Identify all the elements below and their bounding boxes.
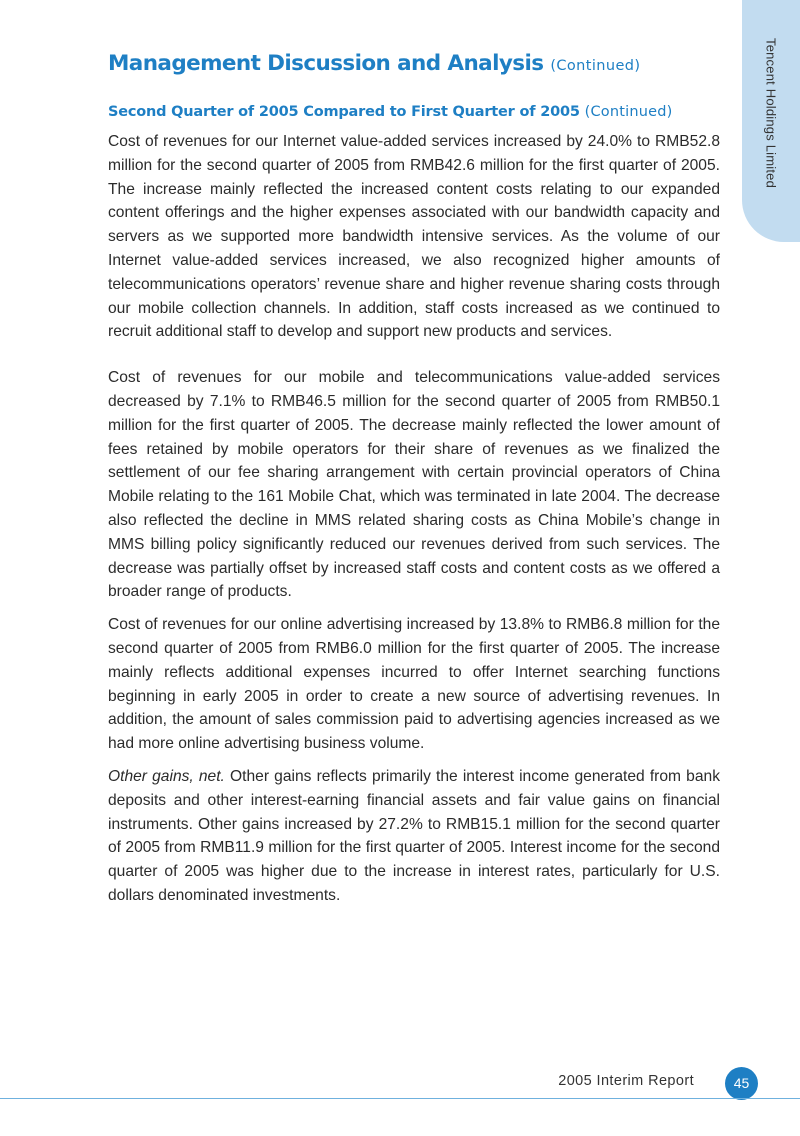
page-number-badge: 45 (725, 1067, 758, 1100)
paragraph-other-gains (108, 765, 720, 908)
company-name: Tencent Holdings Limited (763, 38, 779, 189)
section-heading-continued: (Continued) (584, 104, 673, 120)
paragraph-online-advertising-costs: Cost of revenues for our online advertising increased by 13.8% to RMB6.8 million for the second quarter of 2005 from RMB6.0 million for the first quarter of 2005. The increase mainly reflects additional expenses incurred to offer Internet searching functions beginning in early 2005 in order to create a new source of advertising revenues. In addition, the amount of sales commission paid to advertising agencies increased as we had more online advertising business volume. (108, 616, 720, 753)
page-title (108, 50, 720, 80)
section-heading (108, 102, 720, 122)
other-gains-body: Other gains reflects primarily the interest income generated from bank deposits and other interest-earning financial assets and fair value gains on financial instruments. Other gains increased by 27.2% to RMB15.1 million for the second quarter of 2005 from RMB11.9 million for the first quarter of 2005. Interest income for the second quarter of 2005 was higher due to the increase in interest rates, particularly for U.S. dollars denominated investments. (108, 767, 720, 904)
page-title-text: Management Discussion and Analysis (108, 51, 544, 76)
paragraph-mobile-vas-costs: Cost of revenues for our mobile and telecommunications value-added services decreased by 7.1% to RMB46.5 million for the second quarter of 2005 from RMB50.1 million for the first quarter of 2005. The decrease mainly reflected the lower amount of fees retained by mobile operators for their share of revenues as we finalized the settlement of our fee sharing arrangement with certain provincial operators of China Mobile relating to the 161 Mobile Chat, which was terminated in late 2004. The decrease also reflected the decline in MMS related sharing costs as China Mobile’s change in MMS billing policy significantly reduced our revenues derived from such services. The decrease was partially offset by increased staff costs and content costs as we offered a broader range of products. (108, 369, 720, 601)
page-content (108, 50, 720, 917)
other-gains-lead: Other gains, net. (108, 767, 225, 785)
side-tab (742, 0, 800, 242)
paragraph-internet-vas-costs: Cost of revenues for our Internet value-added services increased by 24.0% to RMB52.8 million for the second quarter of 2005 from RMB42.6 million for the first quarter of 2005. The increase mainly reflected the increased content costs relating to our expanded content offerings and the higher expenses associated with our bandwidth capacity and servers as we supported more bandwidth intensive services. As the volume of our Internet value-added services increased, we also recognized higher amounts of telecommunications operators’ revenue share and higher revenue sharing costs through our mobile collection channels. In addition, staff costs increased as we continued to recruit additional staff to develop and support new products and services. (108, 133, 720, 341)
section-heading-text: Second Quarter of 2005 Compared to First Quarter of 2005 (108, 104, 580, 120)
footer-rule (0, 1098, 800, 1099)
report-label: 2005 Interim Report (558, 1073, 694, 1089)
page-title-continued: (Continued) (550, 58, 641, 74)
